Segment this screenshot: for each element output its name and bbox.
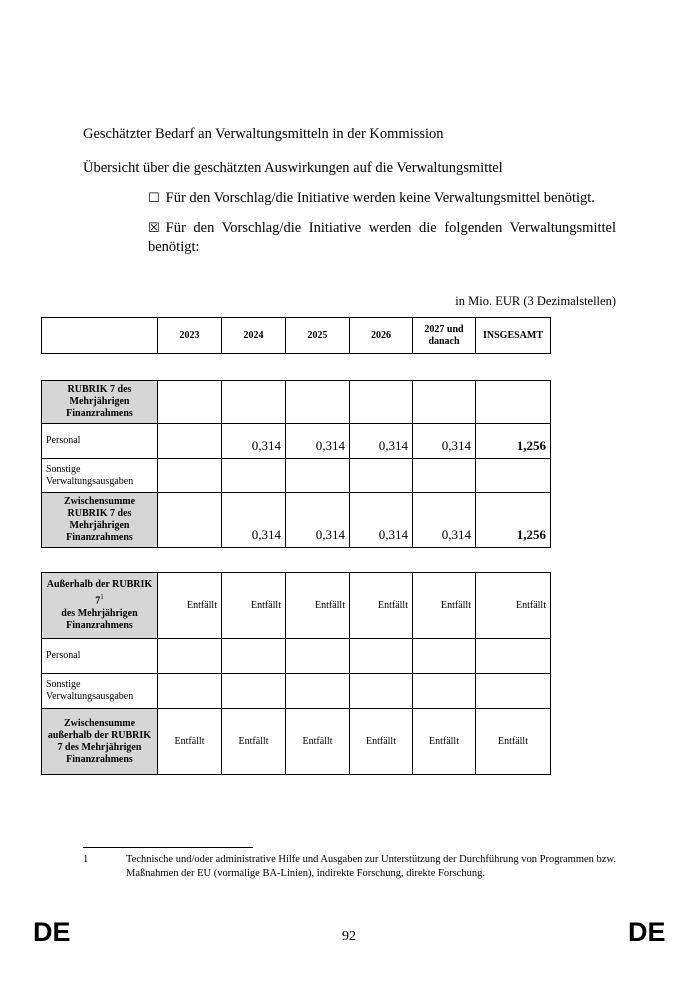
na-cell: Entfällt bbox=[158, 709, 222, 775]
value-cell bbox=[158, 459, 222, 493]
value-cell: 0,314 bbox=[350, 424, 413, 459]
value-cell bbox=[350, 459, 413, 493]
value-cell: 0,314 bbox=[286, 424, 350, 459]
subtotal-label: Zwischensumme RUBRIK 7 des Mehrjährigen Finanzrahmens bbox=[42, 493, 158, 548]
table-cell bbox=[158, 381, 222, 424]
table-cell bbox=[413, 381, 476, 424]
footnote-separator bbox=[83, 847, 253, 848]
subtotal-label: Zwischensumme außerhalb der RUBRIK 7 des Mehrjährigen Finanzrahmens bbox=[42, 709, 158, 775]
na-cell: Entfällt bbox=[476, 573, 551, 639]
row-label: Personal bbox=[42, 639, 158, 674]
footnote-number: 1 bbox=[83, 854, 89, 865]
subtotal-row bbox=[42, 493, 551, 548]
table-cell bbox=[286, 381, 350, 424]
na-cell: Entfällt bbox=[476, 709, 551, 775]
section-heading: Geschätzter Bedarf an Verwaltungsmitteln in der Kommission bbox=[83, 126, 444, 142]
value-cell: 0,314 bbox=[222, 493, 286, 548]
rubrik7-table bbox=[41, 380, 551, 548]
row-label: Sonstige Verwaltungsausgaben bbox=[42, 459, 158, 493]
table-cell bbox=[413, 639, 476, 674]
table-cell bbox=[158, 674, 222, 709]
value-cell bbox=[158, 493, 222, 548]
table-cell bbox=[222, 381, 286, 424]
value-cell bbox=[286, 459, 350, 493]
na-cell: Entfällt bbox=[222, 709, 286, 775]
value-cell bbox=[222, 459, 286, 493]
unit-note: in Mio. EUR (3 Dezimalstellen) bbox=[455, 294, 616, 308]
table-row bbox=[42, 424, 551, 459]
subtotal-row bbox=[42, 709, 551, 775]
table-cell bbox=[476, 639, 551, 674]
na-cell: Entfällt bbox=[158, 573, 222, 639]
header-cell-blank bbox=[42, 318, 158, 354]
header-cell-year: 2025 bbox=[286, 318, 350, 354]
option-no-resources-text: Für den Vorschlag/die Initiative werden keine Verwaltungsmittel benötigt. bbox=[165, 190, 595, 206]
option-no-resources bbox=[148, 189, 616, 208]
value-cell: 0,314 bbox=[286, 493, 350, 548]
na-cell: Entfällt bbox=[413, 573, 476, 639]
year-header-table bbox=[41, 317, 551, 354]
na-cell: Entfällt bbox=[222, 573, 286, 639]
outside-rubrik7-heading bbox=[42, 573, 158, 639]
checkbox-checked-icon: ☒ bbox=[148, 221, 160, 236]
value-cell: 0,314 bbox=[222, 424, 286, 459]
header-cell-year: 2023 bbox=[158, 318, 222, 354]
heading-text: Außerhalb der RUBRIK 7 bbox=[46, 579, 153, 607]
table-cell bbox=[222, 639, 286, 674]
na-cell: Entfällt bbox=[350, 573, 413, 639]
header-cell-year: 2024 bbox=[222, 318, 286, 354]
table-cell bbox=[413, 674, 476, 709]
outside-rubrik7-table bbox=[41, 572, 551, 775]
table-row bbox=[42, 674, 551, 709]
table-cell bbox=[286, 639, 350, 674]
value-cell bbox=[413, 459, 476, 493]
table-cell bbox=[350, 639, 413, 674]
footnote-ref: 1 bbox=[100, 593, 104, 602]
row-label: Sonstige Verwaltungsausgaben bbox=[42, 674, 158, 709]
option-resources-required bbox=[148, 219, 616, 257]
table-row bbox=[42, 459, 551, 493]
na-cell: Entfällt bbox=[413, 709, 476, 775]
heading-text: des Mehrjährigen Finanzrahmens bbox=[61, 607, 138, 631]
value-cell: 0,314 bbox=[350, 493, 413, 548]
table-cell bbox=[350, 381, 413, 424]
option-resources-required-text: Für den Vorschlag/die Initiative werden die folgenden Verwaltungsmittel benötigt: bbox=[148, 220, 616, 255]
table-row bbox=[42, 639, 551, 674]
header-cell-year: 2027 und danach bbox=[413, 318, 476, 354]
table-cell bbox=[476, 381, 551, 424]
value-cell: 0,314 bbox=[413, 493, 476, 548]
table-cell bbox=[286, 674, 350, 709]
total-cell: 1,256 bbox=[476, 424, 551, 459]
footnote-text: Technische und/oder administrative Hilfe und Ausgaben zur Unterstützung der Durchführung von Programmen bzw. Maßnahmen der EU (vormalige BA-Linien), indirekte Forschung, direkte Forschung. bbox=[126, 854, 616, 879]
section-subheading: Übersicht über die geschätzten Auswirkungen auf die Verwaltungsmittel bbox=[83, 160, 503, 176]
value-cell bbox=[158, 424, 222, 459]
total-cell: 1,256 bbox=[476, 493, 551, 548]
value-cell: 0,314 bbox=[413, 424, 476, 459]
header-cell-total: INSGESAMT bbox=[476, 318, 551, 354]
na-cell: Entfällt bbox=[286, 709, 350, 775]
header-cell-year: 2026 bbox=[350, 318, 413, 354]
table-cell bbox=[476, 674, 551, 709]
table-cell bbox=[158, 639, 222, 674]
total-cell bbox=[476, 459, 551, 493]
na-cell: Entfällt bbox=[350, 709, 413, 775]
na-cell: Entfällt bbox=[286, 573, 350, 639]
rubrik7-heading: RUBRIK 7 des Mehrjährigen Finanzrahmens bbox=[42, 381, 158, 424]
language-code-left: DE bbox=[33, 917, 71, 947]
table-cell bbox=[350, 674, 413, 709]
language-code-right: DE bbox=[628, 917, 666, 947]
checkbox-empty-icon: ☐ bbox=[148, 191, 160, 206]
row-label: Personal bbox=[42, 424, 158, 459]
page-number: 92 bbox=[342, 929, 356, 944]
table-cell bbox=[222, 674, 286, 709]
